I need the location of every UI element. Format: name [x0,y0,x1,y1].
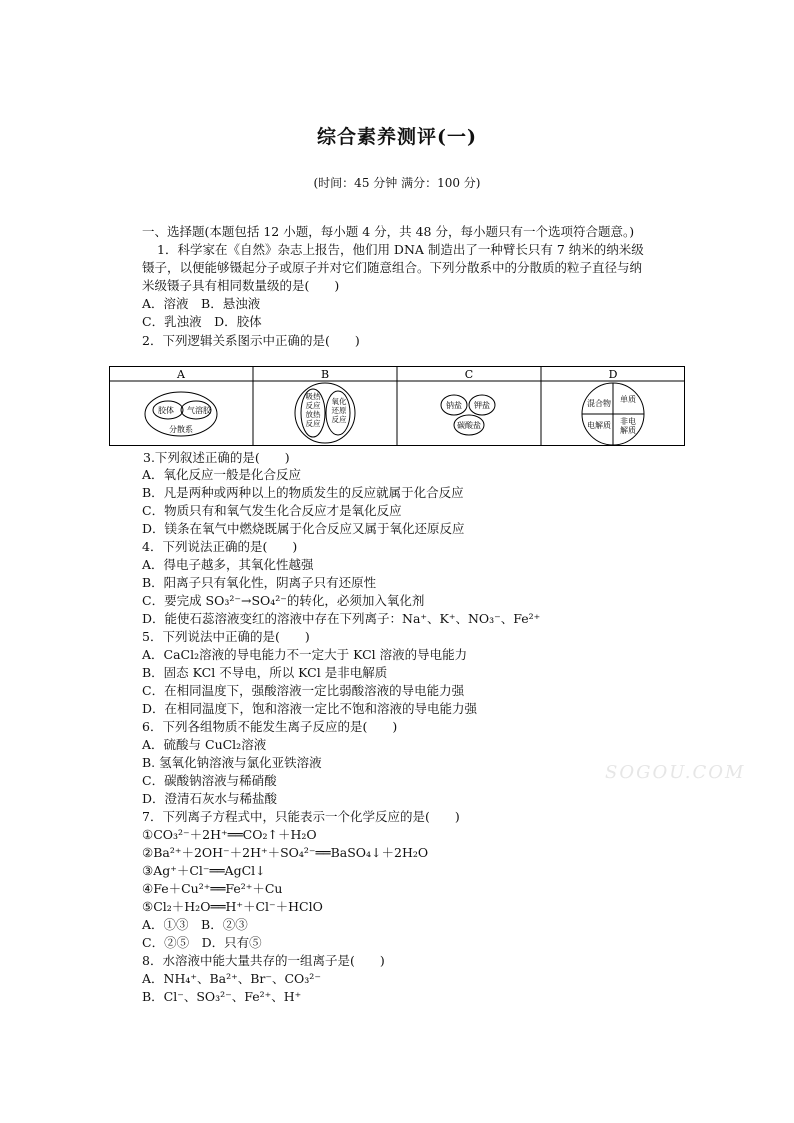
a-dispersion-label: 分散系 [169,425,193,434]
d-nonelectrolyte-line-1: 非电 [620,417,636,426]
option-d-header: D [608,368,618,381]
text-line: D．澄清石灰水与稀盐酸 [142,791,278,806]
text-line: ②Ba²⁺＋2OH⁻＋2H⁺＋SO₄²⁻══BaSO₄↓＋2H₂O [142,845,429,860]
c-sodium-salt-label: 钠盐 [446,401,462,410]
text-line: C．物质只有和氧气发生化合反应才是氧化反应 [142,503,402,518]
logic-diagram-table [109,366,685,446]
text-line: 镊子，以便能够镊起分子或原子并对它们随意组合。下列分散系中的分散质的粒子直径与纳 [142,260,643,275]
text-line: B．固态 KCl 不导电，所以 KCl 是非电解质 [142,665,388,680]
text-line: 1．科学家在《自然》杂志上报告，他们用 DNA 制造出了一种臂长只有 7 纳米的纳米级 [157,242,644,257]
text-line: D．镁条在氧气中燃烧既属于化合反应又属于氧化还原反应 [142,521,465,536]
text-line: 8．水溶液中能大量共存的一组离子是( ) [142,953,385,968]
b-left-line-2: 反应 [305,401,321,410]
b-right-line-3: 反应 [331,415,347,424]
text-line: D．在相同温度下，饱和溶液一定比不饱和溶液的导电能力强 [142,701,478,716]
text-line: 7．下列离子方程式中，只能表示一个化学反应的是( ) [142,809,460,824]
text-line: B．Cl⁻、SO₃²⁻、Fe²⁺、H⁺ [142,989,302,1004]
option-c-header: C [464,368,474,381]
c-potassium-salt-label: 钾盐 [474,401,490,410]
b-right-line-1: 氧化 [331,397,347,406]
exam-meta: (时间：45 分钟 满分：100 分) [313,176,481,190]
b-right-line-2: 还原 [331,406,347,415]
text-line: D．能使石蕊溶液变红的溶液中存在下列离子：Na⁺、K⁺、NO₃⁻、Fe²⁺ [142,611,541,626]
watermark: SOGOU.COM [605,762,746,783]
text-line: C．碳酸钠溶液与稀硝酸 [142,773,277,788]
a-colloid-label: 胶体 [158,406,174,415]
text-line: B．阳离子只有氧化性，阴离子只有还原性 [142,575,377,590]
text-line: C．要完成 SO₃²⁻→SO₄²⁻的转化，必须加入氧化剂 [142,593,425,608]
text-line: 一、选择题(本题包括 12 小题，每小题 4 分，共 48 分，每小题只有一个选项符合题意。) [142,224,635,239]
text-line: 4．下列说法正确的是( ) [142,539,298,554]
text-line: ①CO₃²⁻＋2H⁺══CO₂↑＋H₂O [142,827,317,842]
text-line: ③Ag⁺＋Cl⁻══AgCl↓ [142,863,266,878]
diagram-b [295,383,355,443]
text-line: ④Fe＋Cu²⁺══Fe²⁺＋Cu [142,881,283,896]
text-line: 2．下列逻辑关系图示中正确的是( ) [142,333,360,348]
b-left-line-3: 放热 [305,410,321,419]
diagram-c [441,395,495,435]
text-line: A．得电子越多，其氧化性越强 [142,557,314,572]
option-a-header: A [177,368,185,381]
page-title: 综合素养测评(一) [317,126,477,148]
text-line: 3.下列叙述正确的是( ) [143,450,290,465]
diagram-d [582,383,644,445]
text-line: C．②⑤ D．只有⑤ [142,935,262,950]
text-line: C．在相同温度下，强酸溶液一定比弱酸溶液的导电能力强 [142,683,465,698]
text-line: 米级镊子具有相同数量级的是( ) [142,278,340,293]
c-carbonate-label: 碳酸盐 [457,421,481,430]
text-line: A．①③ B．②③ [142,917,248,932]
d-element-label: 单质 [620,395,636,404]
d-electrolyte-label: 电解质 [587,421,611,430]
text-line: A．溶液 B．悬浊液 [142,296,261,311]
text-line: 6．下列各组物质不能发生离子反应的是( ) [142,719,398,734]
b-left-line-4: 反应 [305,419,321,428]
text-line: B. 氢氧化钠溶液与氯化亚铁溶液 [142,755,322,770]
option-b-header: B [320,368,330,381]
b-left-line-1: 吸热 [305,392,321,401]
text-line: ⑤Cl₂＋H₂O══H⁺＋Cl⁻＋HClO [142,899,323,914]
d-nonelectrolyte-line-2: 解质 [620,426,636,435]
diagram-a [145,392,217,436]
text-line: A．CaCl₂溶液的导电能力不一定大于 KCl 溶液的导电能力 [142,647,468,662]
text-line: A．NH₄⁺、Ba²⁺、Br⁻、CO₃²⁻ [142,971,321,986]
text-line: C．乳浊液 D．胶体 [142,314,262,329]
text-line: 5．下列说法中正确的是( ) [142,629,310,644]
text-line: B．凡是两种或两种以上的物质发生的反应就属于化合反应 [142,485,464,500]
text-line: A．硫酸与 CuCl₂溶液 [142,737,267,752]
d-mixture-label: 混合物 [587,399,611,408]
a-aerosol-label: 气溶胶 [187,406,211,415]
text-line: A．氧化反应一般是化合反应 [142,467,302,482]
